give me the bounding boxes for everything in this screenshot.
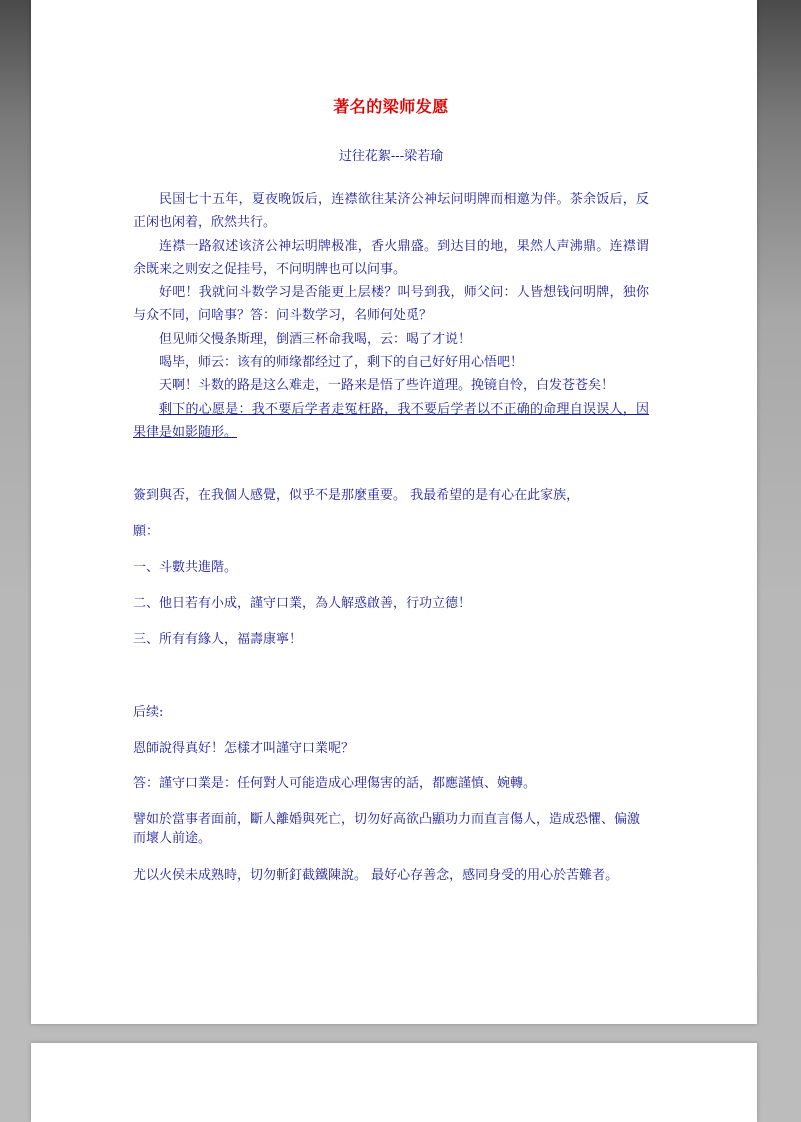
wish-item: 三、所有有緣人，福壽康寧！	[133, 632, 303, 647]
document-page-1	[31, 0, 757, 1024]
followup-label: 后续:	[133, 705, 164, 720]
paragraph: 连襟一路叙述该济公神坛明牌极准，香火鼎盛。到达目的地，果然人声沸鼎。连襟谓余既来之则安之促挂号，不问明牌也可以问事。	[133, 238, 649, 277]
paragraph: 喝毕，师云：该有的师缘都经过了，剩下的自己好好用心悟吧！	[159, 355, 524, 371]
wish-item: 一、斗數共進階。	[133, 560, 238, 575]
document-page-2	[31, 1043, 757, 1122]
document-title: 著名的梁师发愿	[333, 97, 449, 116]
underlined-text: 剩下的心愿是：我不要后学者走冤枉路，我不要后学者以不正确的命理自误误人，因果律是如影随形。	[133, 401, 649, 440]
wish-intro: 簽到與否，在我個人感覺，似乎不是那麼重要。 我最希望的是有心在此家族，	[133, 488, 580, 503]
followup-answer: 答：謹守口業是：任何對人可能造成心理傷害的話，都應謹慎、婉轉。	[133, 776, 537, 791]
followup-example: 譬如於當事者面前，斷人離婚與死亡，切勿好高欲凸顯功力而直言傷人，造成恐懼、偏激而壞人前途。	[133, 812, 641, 846]
paragraph: 但见师父慢条斯理，倒酒三杯命我喝，云：喝了才说！	[159, 331, 472, 347]
underlined-paragraph	[133, 398, 649, 445]
story-section	[133, 188, 649, 444]
followup-question: 恩師說得真好！怎樣才叫謹守口業呢？	[133, 741, 355, 756]
wish-item: 二、他日若有小成，謹守口業，為人解惑啟善，行功立德！	[133, 596, 472, 611]
document-subtitle: 过往花絮---梁若瑜	[338, 149, 444, 164]
followup-advice: 尤以火侯未成熟時，切勿斬釘截鐵陳說。 最好心存善念，感同身受的用心於苦難者。	[133, 868, 619, 883]
paragraph: 天啊！斗数的路是这么难走，一路来是悟了些许道理。挽镜自怜，白发苍苍矣！	[159, 378, 615, 394]
paragraph: 民国七十五年，夏夜晚饭后，连襟欲往某济公神坛问明牌而相邀为伴。茶余饭后，反正闲也闲着，欣然共行。	[133, 192, 649, 231]
wish-label: 願：	[133, 524, 160, 539]
paragraph: 好吧！我就问斗数学习是否能更上层楼？叫号到我，师父问：人皆想钱问明牌，独你与众不同，问啥事？答：问斗数学习，名师何处觅？	[133, 285, 649, 324]
